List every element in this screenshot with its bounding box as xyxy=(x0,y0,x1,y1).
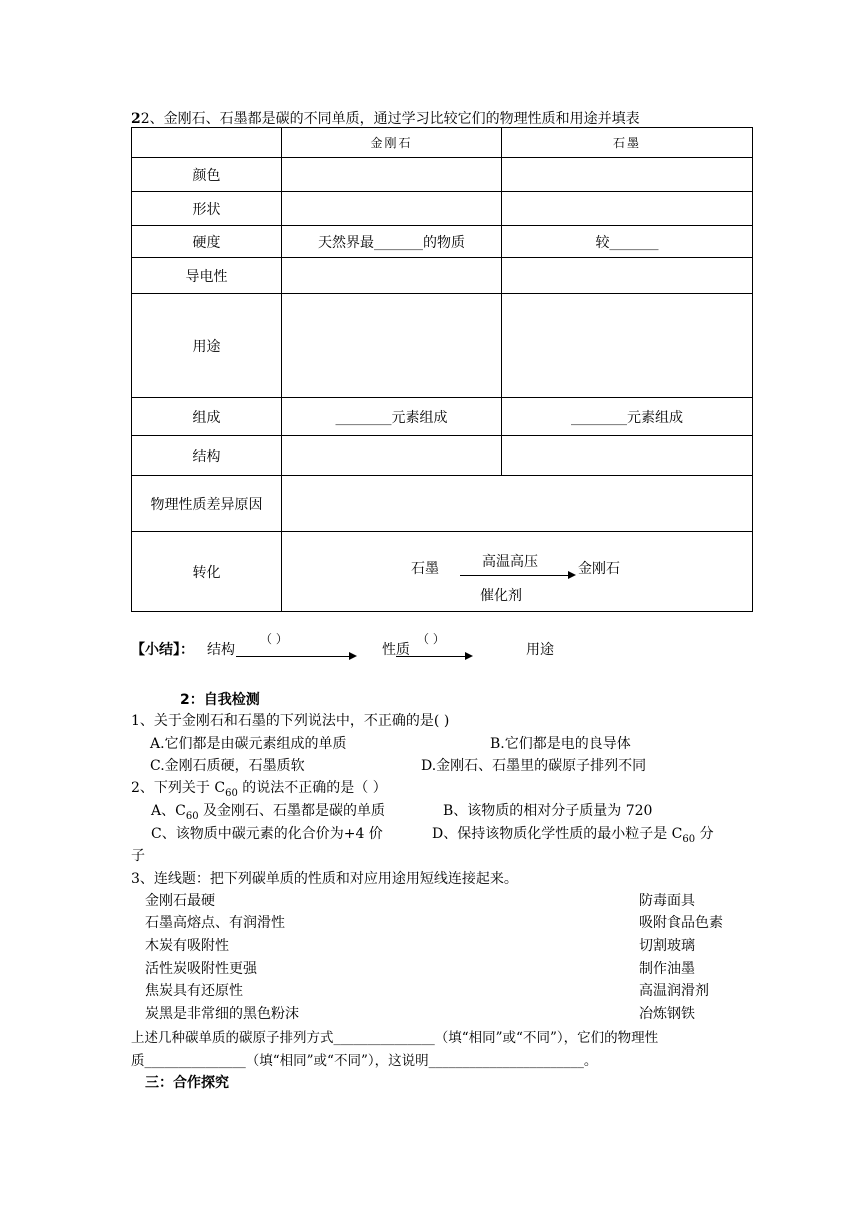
summary-structure: 结构 xyxy=(207,642,235,658)
question-1: 1、关于金刚石和石墨的下列说法中，不正确的是( ) xyxy=(131,713,450,729)
conversion-arrow-line xyxy=(460,575,570,576)
question-3: 3、连线题：把下列碳单质的性质和对应用途用短线连接起来。 xyxy=(131,871,518,887)
conversion-condition-top: 高温高压 xyxy=(482,554,538,570)
row-label-hardness: 硬度 xyxy=(132,226,282,258)
q2-d-prefix: D、保持该物质化学性质的最小粒子是 C xyxy=(432,826,683,842)
q2-option-d-wrap: 子 xyxy=(131,848,145,864)
match-right-item[interactable]: 切割玻璃 xyxy=(639,938,695,954)
row-label-conductivity: 导电性 xyxy=(132,258,282,294)
q2-a-suffix: 及金刚石、石墨都是碳的单质 xyxy=(198,803,386,819)
conversion-to: 金刚石 xyxy=(578,561,620,577)
fill-in-line-1: 上述几种碳单质的碳原子排列方式_______________（填“相同”或“不同”），它们的物理性 xyxy=(131,1030,659,1046)
q2-d-subscript: 60 xyxy=(682,833,696,845)
match-left-item[interactable]: 焦炭具有还原性 xyxy=(145,983,243,999)
q2-text-prefix: 2、下列关于 C xyxy=(131,780,226,796)
q2-option-a[interactable] xyxy=(151,800,385,822)
match-left-item[interactable]: 石墨高熔点、有润滑性 xyxy=(145,915,285,931)
q2-a-prefix: A、C xyxy=(151,803,186,819)
table-row xyxy=(132,192,753,226)
question-2 xyxy=(131,777,387,799)
table-row xyxy=(132,532,753,612)
match-right-item[interactable]: 制作油墨 xyxy=(639,961,695,977)
q1-option-d[interactable]: D.金刚石、石墨里的碳原子排列不同 xyxy=(421,758,647,774)
col-header-graphite: 石墨 xyxy=(502,128,753,158)
q1-option-a[interactable]: A.它们都是由碳元素组成的单质 xyxy=(150,736,347,752)
cell-graphite-usage[interactable] xyxy=(502,294,753,398)
q2-option-d[interactable] xyxy=(432,823,714,845)
summary-paren-1: （ ） xyxy=(260,632,288,646)
q2-subscript: 60 xyxy=(225,787,238,799)
q2-option-b[interactable]: B、该物质的相对分子质量为 720 xyxy=(443,803,653,819)
summary-label: 【小结】： xyxy=(131,642,194,658)
cell-diamond-color[interactable] xyxy=(282,158,502,192)
cell-graphite-structure[interactable] xyxy=(502,436,753,476)
cell-diamond-usage[interactable] xyxy=(282,294,502,398)
section-3-heading: 三：合作探究 xyxy=(145,1075,229,1091)
cell-graphite-color[interactable] xyxy=(502,158,753,192)
match-right-item[interactable]: 吸附食品色素 xyxy=(639,915,723,931)
cell-graphite-conductivity[interactable] xyxy=(502,258,753,294)
match-right-item[interactable]: 高温润滑剂 xyxy=(639,983,709,999)
q2-option-c[interactable]: C、该物质中碳元素的化合价为+4 价 xyxy=(151,826,383,842)
cell-diamond-structure[interactable] xyxy=(282,436,502,476)
summary-arrow-2-line xyxy=(396,656,466,657)
match-left-item[interactable]: 木炭有吸附性 xyxy=(145,938,229,954)
match-left-item[interactable]: 炭黑是非常细的黑色粉沫 xyxy=(145,1006,299,1022)
comparison-table xyxy=(131,127,753,612)
table-corner-cell xyxy=(132,128,282,158)
summary-arrow-2-head-icon xyxy=(465,652,473,660)
table-header-row xyxy=(132,128,753,158)
table-row xyxy=(132,476,753,532)
conversion-from: 石墨 xyxy=(411,561,439,577)
cell-graphite-composition[interactable]: ________元素组成 xyxy=(502,398,753,436)
summary-arrow-1-line xyxy=(236,656,350,657)
q2-d-suffix: 分 xyxy=(695,826,714,842)
cell-difference-reason[interactable] xyxy=(282,476,753,532)
cell-diamond-shape[interactable] xyxy=(282,192,502,226)
table-row xyxy=(132,258,753,294)
cell-diamond-hardness[interactable]: 天然界最_______的物质 xyxy=(282,226,502,258)
summary-paren-2: （ ） xyxy=(417,632,445,646)
summary-arrow-1-head-icon xyxy=(349,652,357,660)
section-2-number: 2 xyxy=(131,111,141,127)
section-2-heading-text: 2、金刚石、石墨都是碳的不同单质，通过学习比较它们的物理性质和用途并填表 xyxy=(140,111,640,127)
col-header-diamond: 金刚石 xyxy=(282,128,502,158)
match-right-item[interactable]: 防毒面具 xyxy=(639,893,695,909)
row-label-usage: 用途 xyxy=(132,294,282,398)
summary-property: 性质 xyxy=(382,642,410,658)
row-label-composition: 组成 xyxy=(132,398,282,436)
q2-text-suffix: 的说法不正确的是（ ） xyxy=(237,780,387,796)
q1-option-c[interactable]: C.金刚石质硬，石墨质软 xyxy=(150,758,305,774)
section-2-heading xyxy=(131,108,640,128)
table-row xyxy=(132,158,753,192)
match-left-item[interactable]: 金刚石最硬 xyxy=(145,893,215,909)
table-row xyxy=(132,436,753,476)
cell-diamond-composition[interactable]: ________元素组成 xyxy=(282,398,502,436)
fill-in-line-2: 质_______________（填“相同”或“不同”），这说明_______________________。 xyxy=(131,1053,598,1069)
match-right-item[interactable]: 冶炼钢铁 xyxy=(639,1006,695,1022)
row-label-difference-reason: 物理性质差异原因 xyxy=(132,476,282,532)
row-label-color: 颜色 xyxy=(132,158,282,192)
cell-graphite-shape[interactable] xyxy=(502,192,753,226)
row-label-structure: 结构 xyxy=(132,436,282,476)
cell-graphite-hardness[interactable]: 较_______ xyxy=(502,226,753,258)
q1-option-b[interactable]: B.它们都是电的良导体 xyxy=(490,736,631,752)
match-left-item[interactable]: 活性炭吸附性更强 xyxy=(145,961,257,977)
conversion-arrow-head-icon xyxy=(568,571,576,579)
row-label-shape: 形状 xyxy=(132,192,282,226)
table-row xyxy=(132,294,753,398)
cell-diamond-conductivity[interactable] xyxy=(282,258,502,294)
table-row xyxy=(132,226,753,258)
q2-a-subscript: 60 xyxy=(185,810,199,822)
self-check-heading: 2：自我检测 xyxy=(180,692,260,708)
summary-usage: 用途 xyxy=(526,642,554,658)
table-row xyxy=(132,398,753,436)
row-label-conversion: 转化 xyxy=(132,532,282,612)
conversion-condition-bottom: 催化剂 xyxy=(480,588,522,604)
